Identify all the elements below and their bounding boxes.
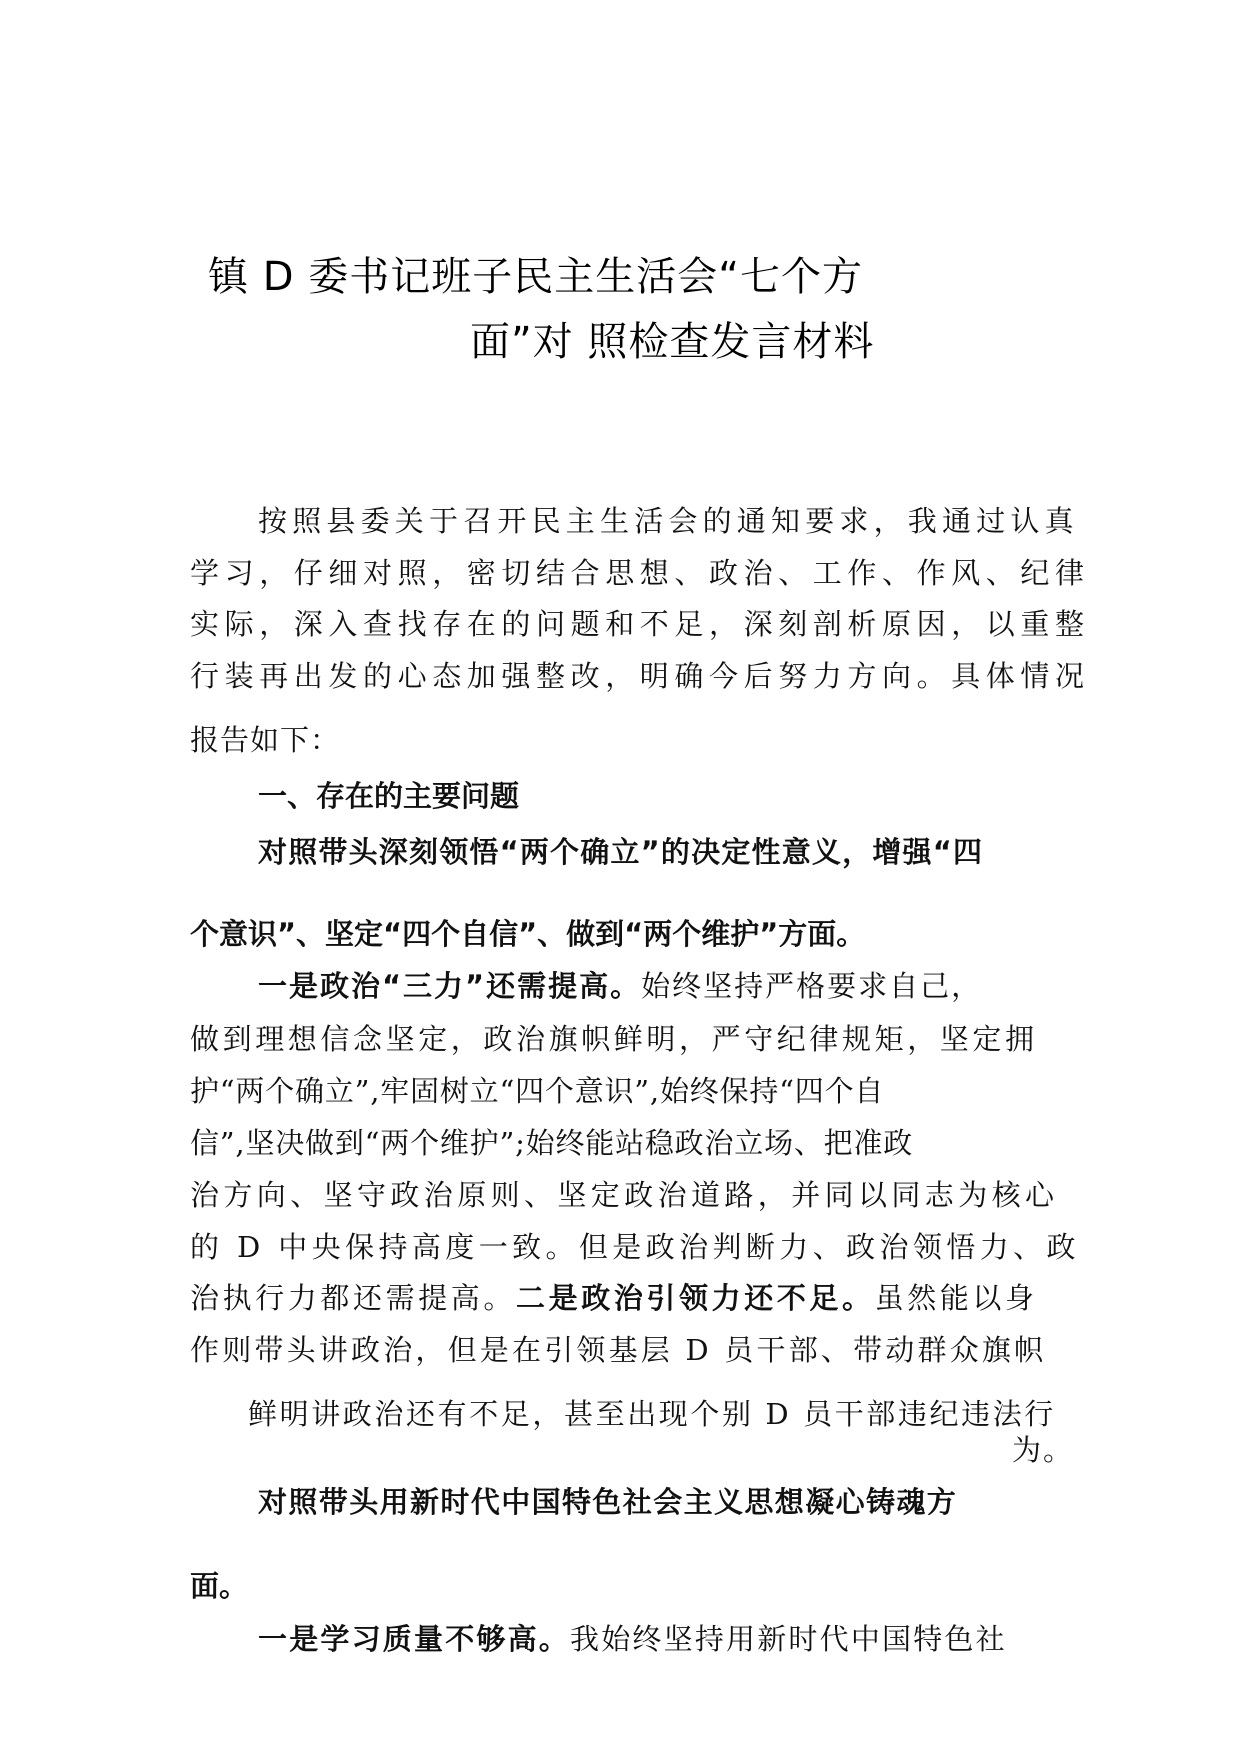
paragraph-1-line-7	[190, 1280, 1038, 1316]
inline-bold-point: 一是政治“三力”还需提高。	[258, 969, 642, 1003]
paragraph-1-line-9: 鲜明讲政治还有不足，甚至出现个别 D 员干部违纪违法行	[248, 1397, 1056, 1431]
intro-line-1: 按照县委关于召开民主生活会的通知要求，我通过认真	[258, 504, 1079, 538]
paragraph-1-line-1	[258, 968, 982, 1004]
subheading-1-line-2: 个意识”、坚定“四个自信”、做到“两个维护”方面。	[190, 917, 866, 951]
paragraph-text: 我始终坚持用新时代中国特色社	[570, 1622, 1007, 1656]
paragraph-text: 治执行力都还需提高。	[190, 1281, 517, 1315]
inline-bold-point: 一是学习质量不够高。	[258, 1622, 571, 1656]
paragraph-1-line-4: 信”,坚决做到“两个维护”;始终能站稳政治立场、把准政	[190, 1126, 914, 1160]
subheading-2-line-1: 对照带头用新时代中国特色社会主义思想凝心铸魂方	[258, 1485, 958, 1519]
paragraph-2-line-1	[258, 1621, 1007, 1657]
paragraph-text: 始终坚持严格要求自己，	[641, 969, 983, 1003]
document-title-line-2: 面”对 照检查发言材料	[470, 319, 875, 365]
document-title-line-1: 镇 D 委书记班子民主生活会“七个方	[208, 254, 863, 300]
paragraph-1-line-6: 的 D 中央保持高度一致。但是政治判断力、政治领悟力、政	[190, 1230, 1080, 1264]
paragraph-1-line-5: 治方向、坚守政治原则、坚定政治道路，并同以同志为核心	[190, 1178, 1059, 1212]
intro-line-2: 学习，仔细对照，密切结合思想、政治、工作、作风、纪律	[190, 556, 1090, 590]
subheading-2-line-2: 面。	[190, 1569, 249, 1603]
paragraph-1-line-10: 为。	[1012, 1433, 1075, 1467]
intro-line-5: 报告如下：	[190, 723, 341, 757]
intro-line-4: 行装再出发的心态加强整改，明确今后努力方向。具体情况	[190, 659, 1090, 693]
intro-line-3: 实际，深入查找存在的问题和不足，深刻剖析原因，以重整	[190, 607, 1090, 641]
paragraph-text: 虽然能以身	[874, 1281, 1038, 1315]
paragraph-1-line-2: 做到理想信念坚定，政治旗帜鲜明，严守纪律规矩，坚定拥	[190, 1022, 1038, 1056]
paragraph-1-line-3: 护“两个确立”,牢固树立“四个意识”,始终保持“四个自	[190, 1074, 885, 1108]
subheading-1-line-1: 对照带头深刻领悟“两个确立”的决定性意义，增强“四	[258, 835, 984, 869]
inline-bold-point: 二是政治引领力还不足。	[516, 1281, 875, 1315]
section-heading: 一、存在的主要问题	[258, 779, 520, 813]
paragraph-1-line-8: 作则带头讲政治，但是在引领基层 D 员干部、带动群众旗帜	[190, 1333, 1047, 1367]
